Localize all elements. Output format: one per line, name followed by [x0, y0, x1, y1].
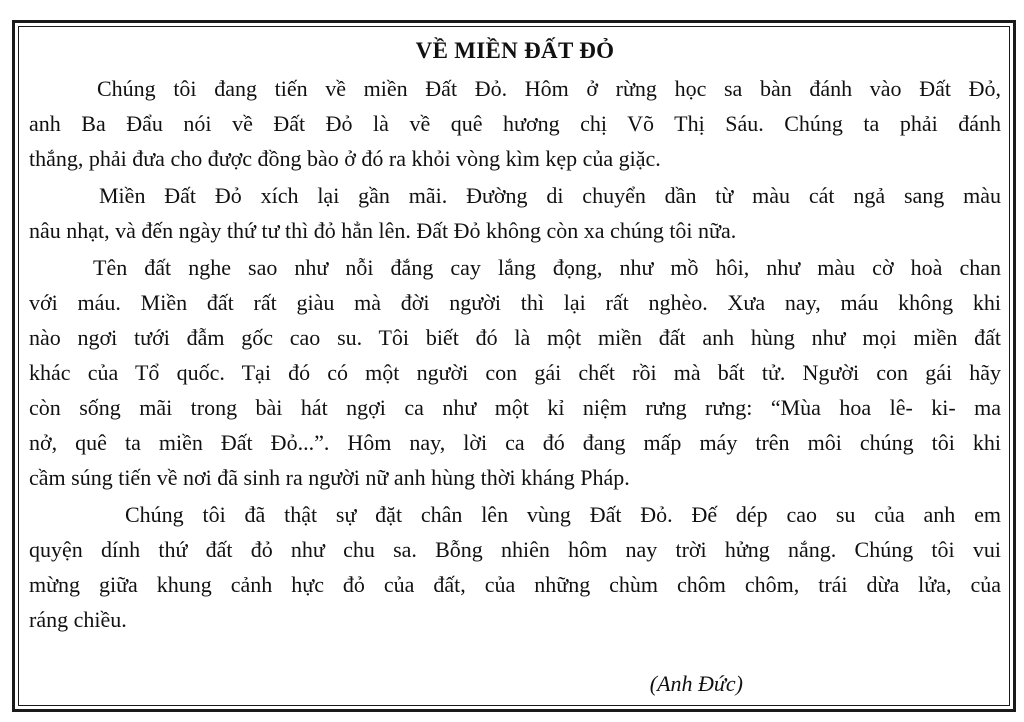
paragraph-1 — [29, 71, 1001, 106]
paragraph-line: mừng giữa khung cảnh hực đỏ của đất, của những chùm chôm chôm, trái dừa lửa, của — [29, 572, 1001, 597]
document-frame — [12, 20, 1016, 712]
paragraph-line: quyện dính thứ đất đỏ như chu sa. Bỗng nhiên hôm nay trời hửng nắng. Chúng tôi vui — [29, 537, 1001, 562]
paragraph-3-continued — [29, 285, 1001, 495]
paragraph-line: cầm súng tiến về nơi đã sinh ra người nữ anh hùng thời kháng Pháp. — [29, 465, 630, 490]
paragraph-line: thắng, phải đưa cho được đồng bào ở đó ra khỏi vòng kìm kẹp của giặc. — [29, 146, 661, 171]
paragraph-line: Chúng tôi đã thật sự đặt chân lên vùng Đất Đỏ. Đế dép cao su của anh em — [125, 502, 1001, 527]
paragraph-1-continued — [29, 106, 1001, 176]
paragraph-2-continued — [29, 213, 1001, 248]
document-title: VỀ MIỀN ĐẤT ĐỎ — [415, 38, 615, 63]
paragraph-3 — [29, 250, 1001, 285]
paragraph-line: nở, quê ta miền Đất Đỏ...”. Hôm nay, lời ca đó đang mấp máy trên môi chúng tôi khi — [29, 430, 1001, 455]
author-attribution: (Anh Đức) — [649, 671, 743, 696]
paragraph-line: ráng chiều. — [29, 607, 127, 632]
paragraph-line: anh Ba Đẩu nói về Đất Đỏ là về quê hương chị Võ Thị Sáu. Chúng ta phải đánh — [29, 111, 1001, 136]
paragraph-line: Tên đất nghe sao như nỗi đắng cay lắng đọng, như mồ hôi, như màu cờ hoà chan — [93, 255, 1001, 280]
paragraph-line: Chúng tôi đang tiến về miền Đất Đỏ. Hôm ở rừng học sa bàn đánh vào Đất Đỏ, — [97, 76, 1001, 101]
paragraph-4-continued — [29, 532, 1001, 637]
document-body — [29, 33, 1001, 639]
paragraph-line: Miền Đất Đỏ xích lại gần mãi. Đường di chuyển dần từ màu cát ngả sang màu — [99, 183, 1001, 208]
top-cropped-strip — [0, 0, 1024, 18]
paragraph-4 — [29, 497, 1001, 532]
paragraph-line: nào ngơi tưới đẫm gốc cao su. Tôi biết đó là một miền đất anh hùng như mọi miền đất — [29, 325, 1001, 350]
paragraph-line: với máu. Miền đất rất giàu mà đời người thì lại rất nghèo. Xưa nay, máu không khi — [29, 290, 1001, 315]
paragraph-line: còn sống mãi trong bài hát ngợi ca như một kỉ niệm rưng rưng: “Mùa hoa lê- ki- ma — [29, 395, 1001, 420]
paragraph-2 — [29, 178, 1001, 213]
paragraph-line: nâu nhạt, và đến ngày thứ tư thì đỏ hẳn lên. Đất Đỏ không còn xa chúng tôi nữa. — [29, 218, 737, 243]
paragraph-line: khác của Tổ quốc. Tại đó có một người con gái chết rồi mà bất tử. Người con gái hãy — [29, 360, 1001, 385]
